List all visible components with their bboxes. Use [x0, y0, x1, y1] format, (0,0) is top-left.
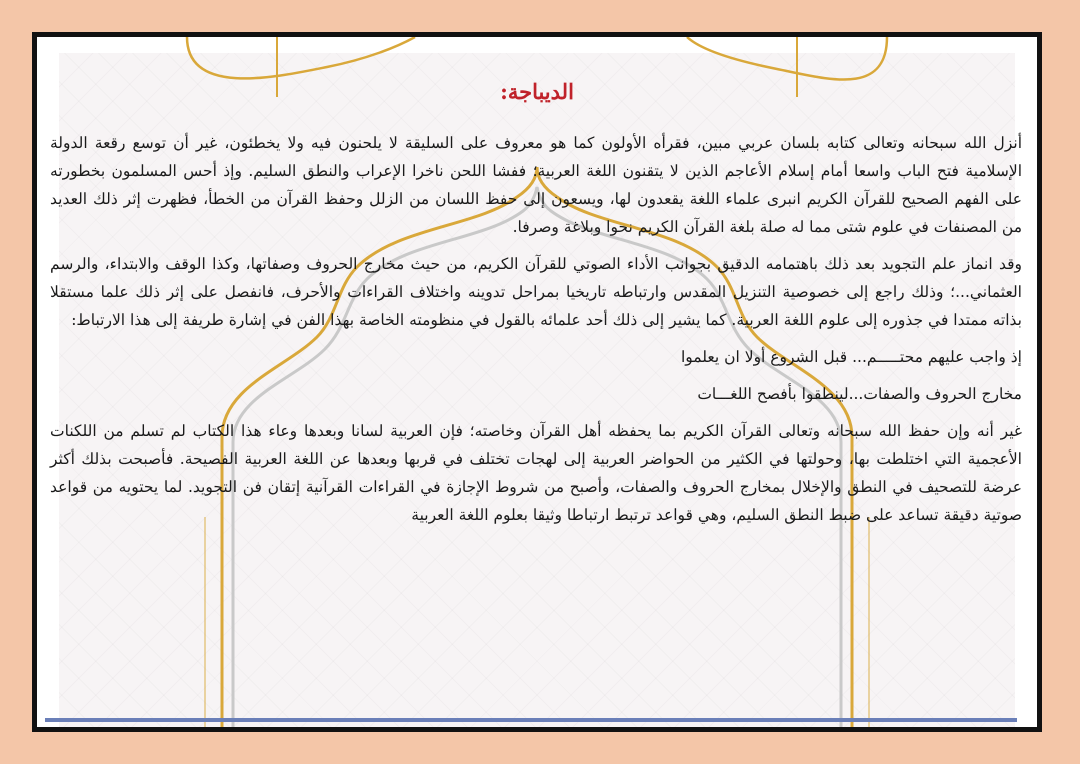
document-title: الديباجة:	[500, 79, 574, 104]
page-frame	[32, 32, 1042, 732]
poem-verse: مخارج الحروف والصفات...لينطقوا بأفصح اللغـــات	[697, 385, 1022, 403]
document-body	[50, 129, 1022, 538]
tajweed-paragraph: وقد انماز علم التجويد بعد ذلك باهتمامه الدقيق بجوانب الأداء الصوتي للقرآن الكريم، من حيث مخارج الحروف وصفاتها، وكذا الوقف والابتداء، والرسم العثماني...؛ وذلك راجع إلى خصوصية التنزيل المقدس وارتباطه تاريخيا بمراحل تدوينه واختلاف القراءات والأحرف، فانفصل على إثر ذلك علما مستقلا بذاته ممتدا في جذوره إلى علوم اللغة العربية. كما يشير إلى ذلك أحد علمائه بالقول في منظومته الخاصة بهذا الفن في إشارة طريفة إلى هذا الارتباط:	[50, 255, 1022, 329]
closing-paragraph: غير أنه وإن حفظ الله سبحانه وتعالى القرآن الكريم بما يحفظه أهل القرآن وخاصته؛ فإن العربية لسانا وبعدها وعاء هذا الكتاب لم تسلم من اللكنات الأعجمية التي اختلطت بها، وحولتها في الكثير من الحواضر العربية إلى لهجات تختلف في قربها وبعدها عن اللغة العربية الفصيحة. فأصبحت بذلك أكثر عرضة للتصحيف في النطق والإخلال بمخارج الحروف والصفات، وأصبح من شروط الإجازة في القراءات القرآنية إتقان فن التجويد. لما يحتويه من قواعد صوتية دقيقة تساعد على ضبط النطق السليم، وهي قواعد ترتبط ارتباطا وثيقا بعلوم اللغة العربية	[50, 422, 1022, 524]
poem-verse: إذ واجب عليهم محتـــــم... قبل الشروع أولا ان يعلموا	[680, 348, 1022, 366]
intro-paragraph: أنزل الله سبحانه وتعالى كتابه بلسان عربي مبين، فقرأه الأولون كما هو معروف على السليقة لا يلحنون فيه ولا يخطئون، غير أن توسع رقعة الدولة الإسلامية فتح الباب واسعا أمام إسلام الأعاجم الذين لا يتقنون اللغة العربية؛ ففشا اللحن ناخرا الإعراب والنطق السليم. وإذ أحس المسلمون بخطورته على الفهم الصحيح للقرآن الكريم انبرى علماء اللغة يقعدون لها، ويسعون إلى حفظ اللسان من الزلل وحفظ القرآن من الخطأ، فظهرت إثر ذلك العديد من المصنفات في علوم شتى مما له صلة بلغة القرآن الكريم نحوا وبلاغة وصرفا.	[50, 134, 1022, 236]
bottom-divider	[45, 718, 1017, 722]
